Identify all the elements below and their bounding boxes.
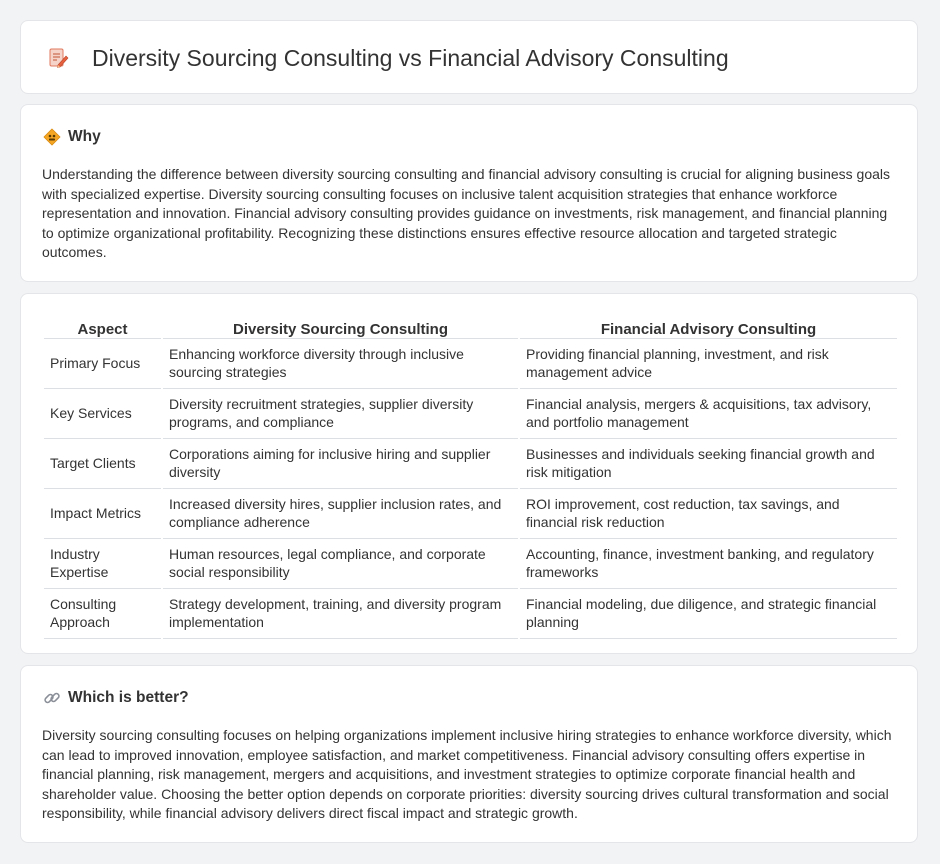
financial-cell: Accounting, finance, investment banking, and regulatory frameworks bbox=[520, 539, 897, 589]
diversity-cell: Strategy development, training, and diversity program implementation bbox=[163, 589, 518, 639]
diversity-cell: Human resources, legal compliance, and corporate social responsibility bbox=[163, 539, 518, 589]
header-diversity: Diversity Sourcing Consulting bbox=[163, 316, 518, 339]
header-aspect: Aspect bbox=[44, 316, 161, 339]
better-heading: Which is better? bbox=[68, 689, 189, 706]
diversity-cell: Increased diversity hires, supplier inclusion rates, and compliance adherence bbox=[163, 489, 518, 539]
comparison-table bbox=[42, 316, 899, 639]
table-row bbox=[44, 339, 897, 389]
table-row bbox=[44, 439, 897, 489]
idea-icon bbox=[43, 128, 61, 146]
table-row bbox=[44, 539, 897, 589]
why-text: Understanding the difference between diversity sourcing consulting and financial advisory consulting is crucial for aligning business goals with specialized expertise. Diversity sourcing consulting focuses on inclusive talent acquisition strategies that enhance workforce representation and innovation. Financial advisory consulting provides guidance on investments, risk management, and financial planning to optimize organizational profitability. Recognizing these distinctions ensures effective resource allocation and targeted strategic outcomes. bbox=[42, 166, 891, 261]
aspect-cell: Impact Metrics bbox=[44, 489, 161, 539]
aspect-cell: Consulting Approach bbox=[44, 589, 161, 639]
table-row bbox=[44, 389, 897, 439]
document-pencil-icon bbox=[47, 47, 69, 69]
better-text: Diversity sourcing consulting focuses on helping organizations implement inclusive hiring strategies to enhance workforce diversity, which can lead to improved innovation, employee satisfaction, and market competitiveness. Financial advisory consulting offers expertise in financial planning, risk management, mergers and acquisitions, and investment strategies to optimize corporate financial health and shareholder value. Choosing the better option depends on corporate priorities: diversity sourcing drives cultural transformation and social responsibility, while financial advisory delivers direct fiscal impact and strategic growth. bbox=[42, 727, 892, 822]
which-better-section bbox=[20, 665, 918, 843]
aspect-cell: Industry Expertise bbox=[44, 539, 161, 589]
better-heading-row bbox=[43, 688, 189, 708]
link-icon bbox=[43, 689, 61, 707]
financial-cell: Businesses and individuals seeking financial growth and risk mitigation bbox=[520, 439, 897, 489]
aspect-cell: Key Services bbox=[44, 389, 161, 439]
financial-cell: Financial analysis, mergers & acquisitions, tax advisory, and portfolio management bbox=[520, 389, 897, 439]
table-row bbox=[44, 489, 897, 539]
diversity-cell: Enhancing workforce diversity through inclusive sourcing strategies bbox=[163, 339, 518, 389]
aspect-cell: Primary Focus bbox=[44, 339, 161, 389]
why-heading-row bbox=[43, 127, 101, 147]
why-heading: Why bbox=[68, 128, 101, 145]
table-header-row bbox=[44, 316, 897, 339]
title-card bbox=[20, 20, 918, 94]
diversity-cell: Diversity recruitment strategies, supplier diversity programs, and compliance bbox=[163, 389, 518, 439]
financial-cell: ROI improvement, cost reduction, tax savings, and financial risk reduction bbox=[520, 489, 897, 539]
table-row bbox=[44, 589, 897, 639]
financial-cell: Providing financial planning, investment, and risk management advice bbox=[520, 339, 897, 389]
comparison-section bbox=[20, 293, 918, 654]
aspect-cell: Target Clients bbox=[44, 439, 161, 489]
why-section bbox=[20, 104, 918, 282]
header-financial: Financial Advisory Consulting bbox=[520, 316, 897, 339]
financial-cell: Financial modeling, due diligence, and strategic financial planning bbox=[520, 589, 897, 639]
page-title: Diversity Sourcing Consulting vs Financial Advisory Consulting bbox=[92, 45, 729, 71]
diversity-cell: Corporations aiming for inclusive hiring and supplier diversity bbox=[163, 439, 518, 489]
